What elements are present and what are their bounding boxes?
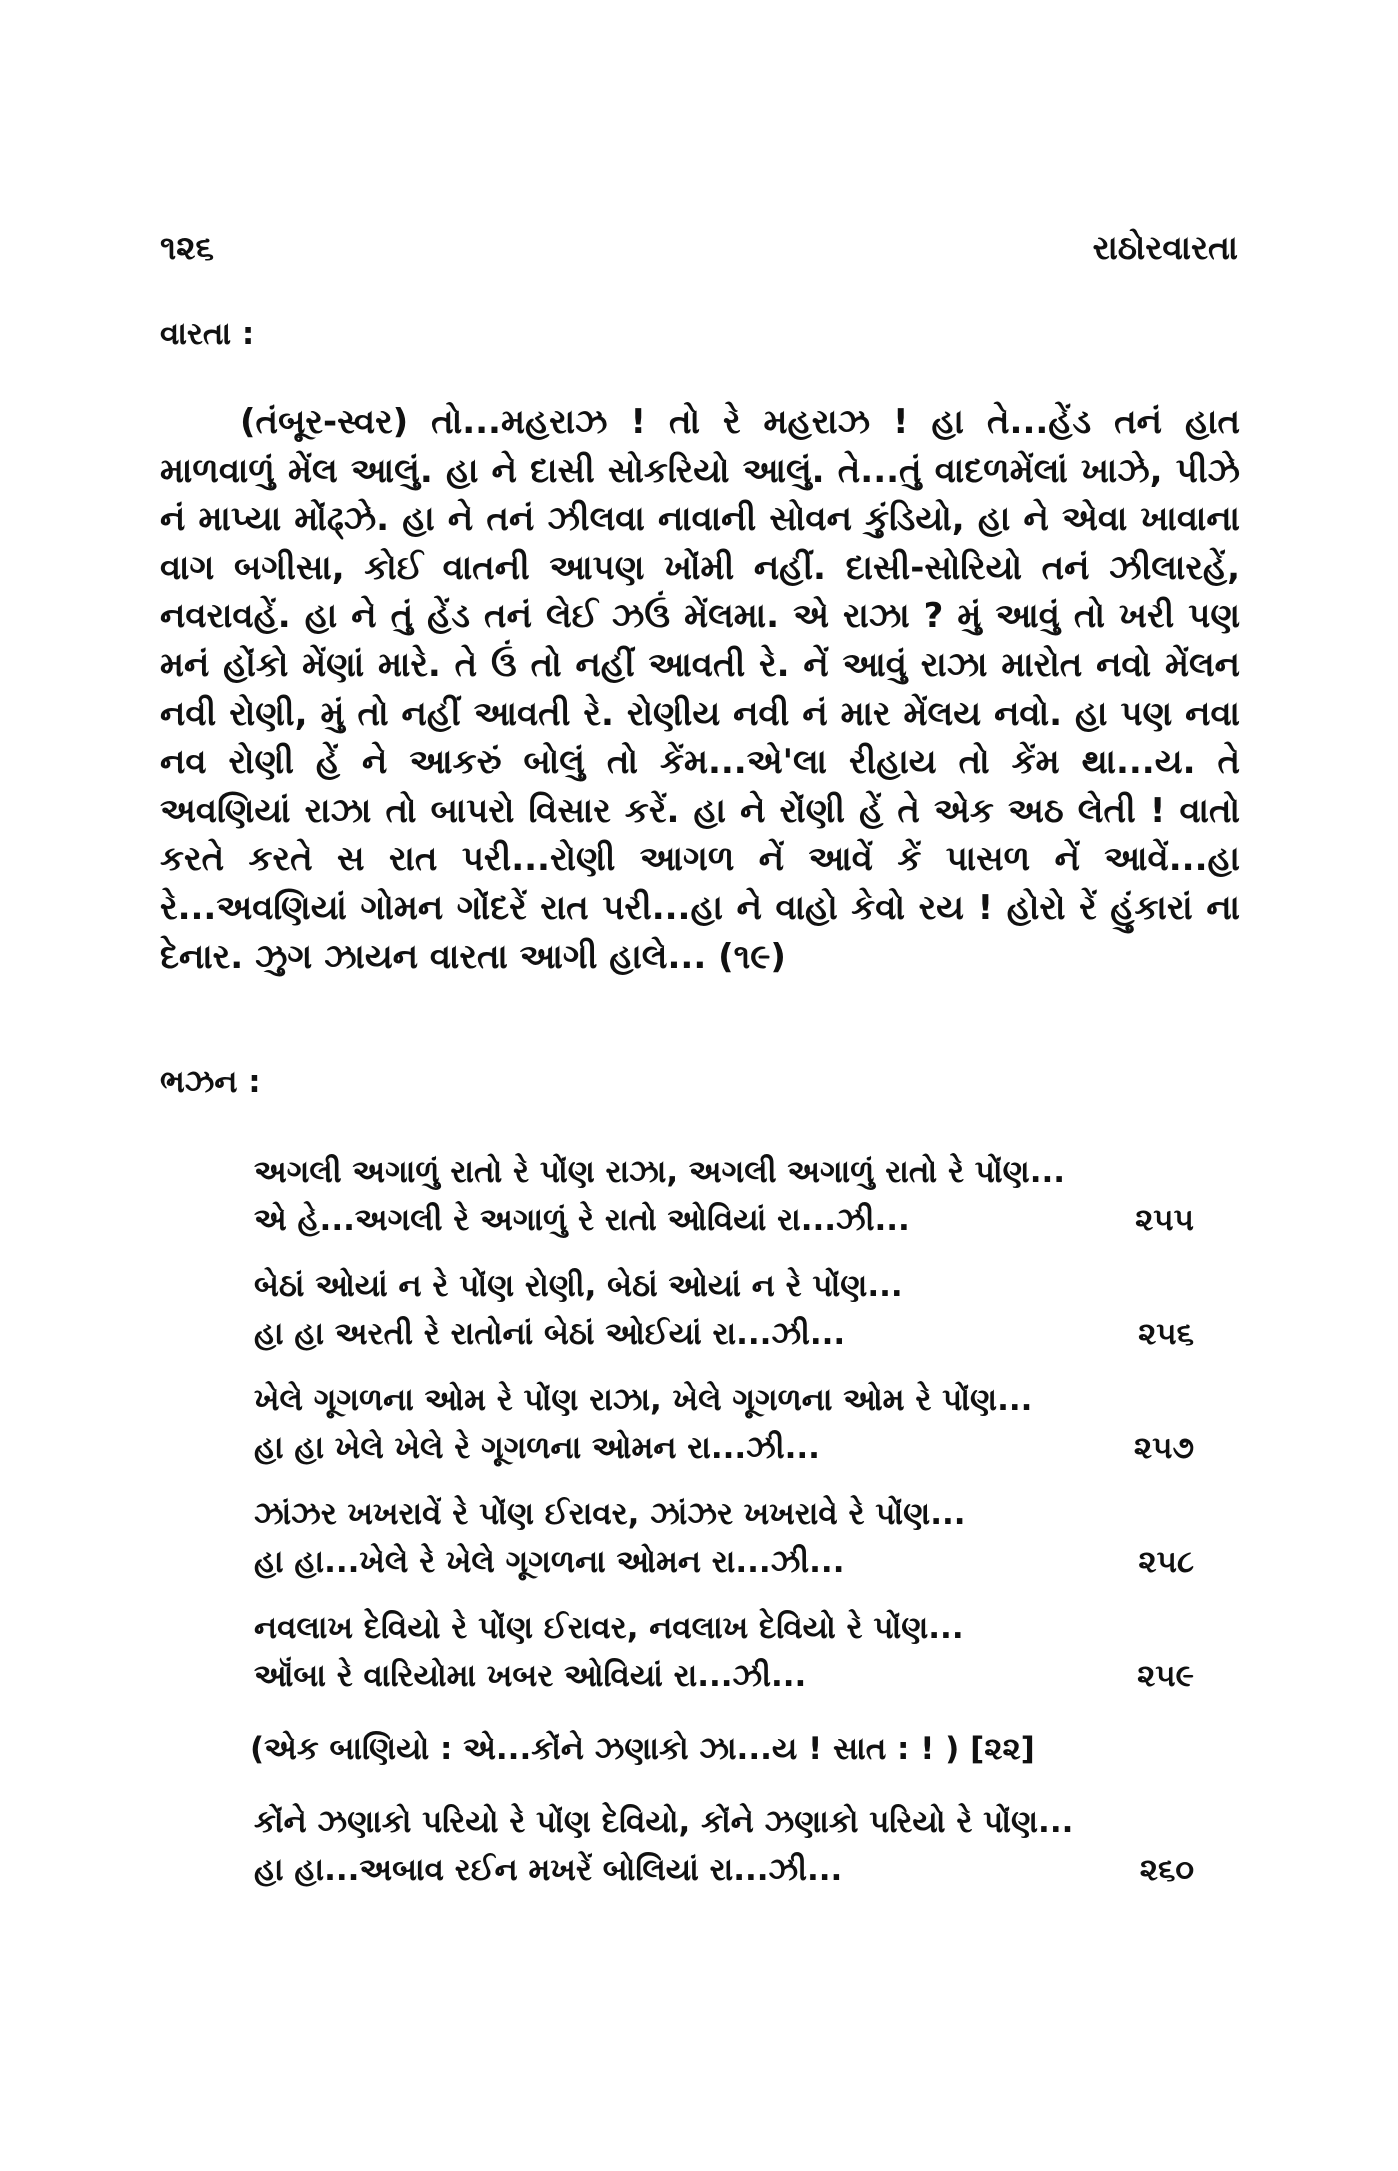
verse-line-text: એ હે...અગલી રે અગાળું રે રાતો ઓવિયાં રા...ઝી... bbox=[254, 1202, 910, 1238]
verse-number: ૨૫૭ bbox=[1133, 1430, 1194, 1466]
verse-stanza-260 bbox=[254, 1798, 1194, 1894]
verse-line: અગલી અગાળું રાતો રે પોંણ રાઝા, અગલી અગાળું રાતો રે પોંણ... bbox=[254, 1154, 1066, 1190]
verse-line-numbered bbox=[254, 1652, 1194, 1700]
spoken-aside: (એક બાણિયો : એ...કોંને ઝણાકો ઝા...ય ! સાત : ! ) [૨૨] bbox=[250, 1731, 1035, 1767]
verse-line-text: હા હા...ખેલે રે ખેલે ગૂગળના ઓમન રા...ઝી... bbox=[254, 1544, 845, 1580]
verse-line-numbered bbox=[254, 1424, 1194, 1472]
verse-line-text: હા હા ખેલે ખેલે રે ગૂગળના ઓમન રા...ઝી... bbox=[254, 1430, 820, 1466]
verse-line: ખેલે ગૂગળના ઓમ રે પોંણ રાઝા, ખેલે ગૂગળના ઓમ રે પોંણ... bbox=[254, 1382, 1033, 1418]
page-header bbox=[160, 228, 1238, 278]
verse-line-text: હા હા...અબાવ રઈન મખરેં બોલિયાં રા...ઝી... bbox=[254, 1852, 843, 1888]
verse-line-text: હા હા અરતી રે રાતોનાં બેઠાં ઓઈયાં રા...ઝી... bbox=[254, 1316, 846, 1352]
verse-line-numbered bbox=[254, 1196, 1194, 1244]
verse-line: કોંને ઝણાકો પરિયો રે પોંણ દેવિયો, કોંને ઝણાકો પરિયો રે પોંણ... bbox=[254, 1804, 1074, 1840]
running-title: રાઠોરવારતા bbox=[1092, 228, 1238, 267]
verse-stanza-255 bbox=[254, 1148, 1194, 1244]
verse-line: ઝાંઝર ખખરાવેં રે પોંણ ઈરાવર, ઝાંઝર ખખરાવે રે પોંણ... bbox=[254, 1496, 966, 1532]
varta-section-label: વારતા : bbox=[160, 316, 255, 352]
verse-line-numbered bbox=[254, 1846, 1194, 1894]
verse-line: બેઠાં ઓયાં ન રે પોંણ રોણી, બેઠાં ઓયાં ન રે પોંણ... bbox=[254, 1268, 903, 1304]
verse-number: ૨૫૫ bbox=[1135, 1202, 1194, 1238]
verse-line-numbered bbox=[254, 1538, 1194, 1586]
verse-stanza-259 bbox=[254, 1604, 1194, 1700]
page-number: ૧૨૬ bbox=[160, 228, 215, 267]
verse-number: ૨૬૦ bbox=[1139, 1852, 1194, 1888]
varta-paragraph: (તંબૂર-સ્વર) તો...મહરાઝ ! તો રે મહરાઝ ! હા તે...હેંડ તનં હાત માળવાળું મેંલ આલું. હા ને દાસી સોકરિયો આલું. તે...તું વાદળમેંલાં ખાઝે, પીઝે નં માપ્યા મોંઢ્ઝે. હા ને તનં ઝીલવા નાવાની સોવન કુંડિયો, હા ને એવા ખાવાના વાગ બગીસા, કોઈ વાતની આપણ ખોંમી નહીં. દાસી-સોરિયો તનં ઝીલારહેં, નવરાવહેં. હા ને તું હેંડ તનં લેઈ ઝઉં મેંલમા. એ રાઝા ? મું આવું તો ખરી પણ મનં હોંકો મેંણાં મારે. તે ઉં તો નહીં આવતી રે. નેં આવું રાઝા મારોત નવો મેંલન નવી રોણી, મું તો નહીં આવતી રે. રોણીય નવી નં માર મેંલય નવો. હા પણ નવા નવ રોણી હેં ને આકરું બોલું તો કેંમ...એ'લા રીહાય તો કેંમ થા...ય. તે અવણિયાં રાઝા તો બાપરો વિસાર કરેં. હા ને રોંણી હેં તે એક અઠ લેતી ! વાતો કરતે કરતે સ રાત પરી...રોણી આગળ નેં આવેં કેં પાસળ નેં આવેં...હા રે...અવણિયાં ગોમન ગોંદરેં રાત પરી...હા ને વાહો કેવો રય ! હોરો રેં હુંકારાં ના દેનાર. ઝુગ ઝાયન વારતા આગી હાલે... (૧૯) bbox=[160, 402, 1240, 977]
bhajan-section-label: ભઝન : bbox=[160, 1064, 261, 1100]
verse-number: ૨૫૮ bbox=[1138, 1544, 1194, 1580]
verse-number: ૨૫૯ bbox=[1137, 1658, 1194, 1694]
verse-stanza-257 bbox=[254, 1376, 1194, 1472]
verse-line-numbered bbox=[254, 1310, 1194, 1358]
verse-stanza-256 bbox=[254, 1262, 1194, 1358]
bhajan-verses bbox=[250, 1148, 1194, 1912]
verse-line-text: ઑંબા રે વારિયોમા ખબર ઓવિયાં રા...ઝી... bbox=[254, 1658, 807, 1694]
verse-number: ૨૫૬ bbox=[1138, 1316, 1194, 1352]
verse-stanza-258 bbox=[254, 1490, 1194, 1586]
verse-line: નવલાખ દેવિયો રે પોંણ ઈરાવર, નવલાખ દેવિયો રે પોંણ... bbox=[254, 1610, 964, 1646]
